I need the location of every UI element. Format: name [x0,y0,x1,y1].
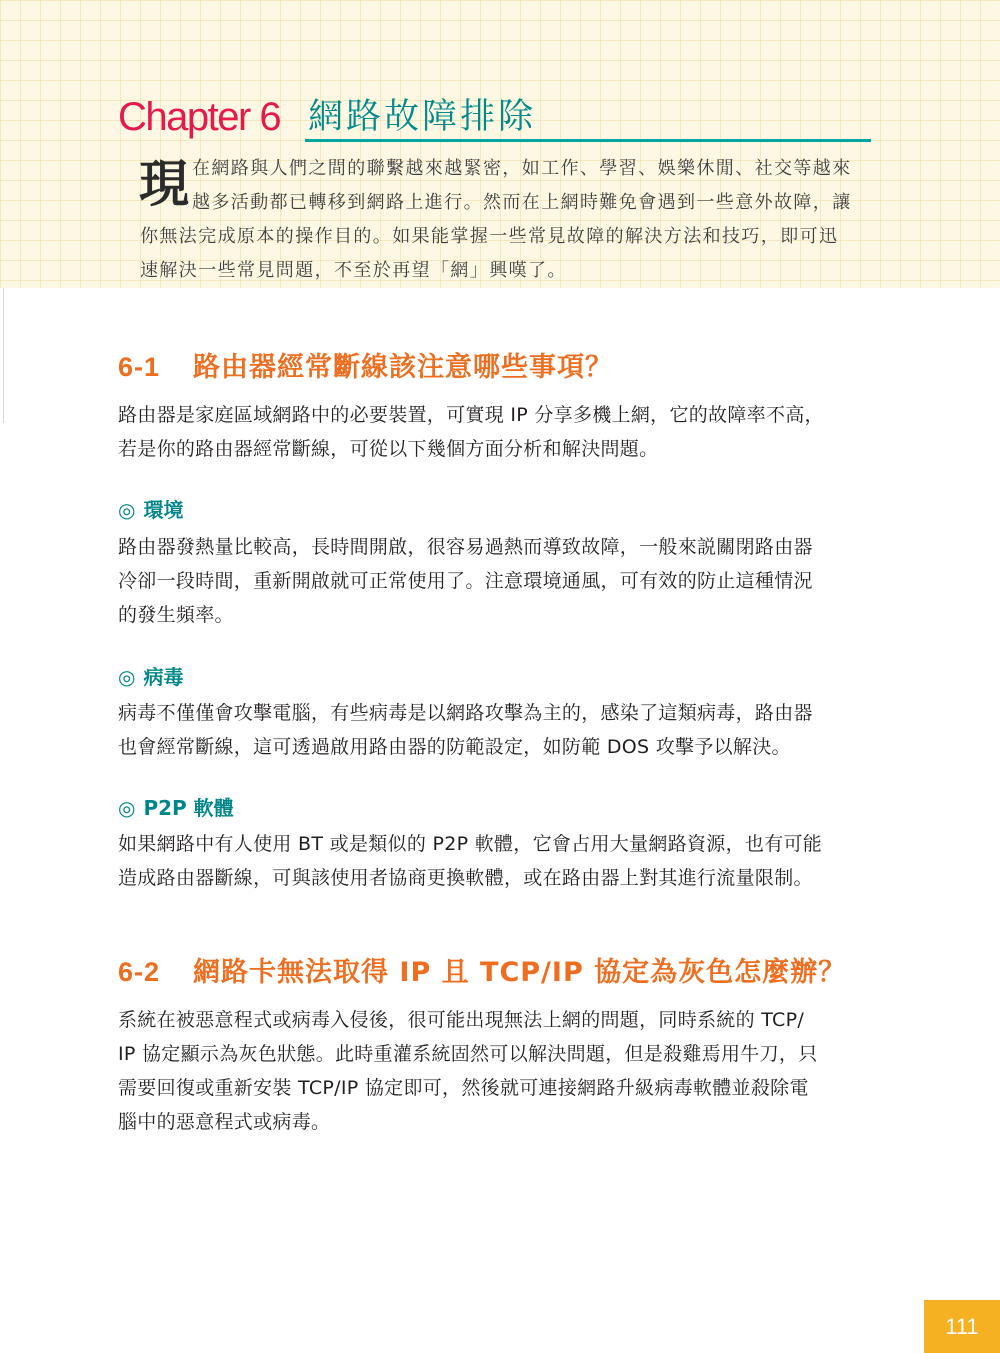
paragraph-line: 病毒不僅僅會攻擊電腦，有些病毒是以網路攻擊為主的，感染了這類病毒，路由器 [118,702,813,724]
subsection-title: 病毒 [143,665,184,689]
chapter-title-underline [305,139,871,142]
subsection-heading-environment [118,495,183,525]
section-title: 網路卡無法取得 IP 且 TCP/IP 協定為灰色怎麼辦？ [193,957,847,988]
section-6-1-intro [118,398,878,466]
paragraph-line: 腦中的惡意程式或病毒。 [118,1111,331,1133]
subsection-title: 環境 [143,498,184,522]
paragraph-line: 冷卻一段時間，重新開啟就可正常使用了。注意環境通風，可有效的防止這種情況 [118,570,813,592]
subsection-heading-virus [118,662,183,692]
section-6-2-body [118,1003,878,1139]
section-number: 6-2 [118,957,161,987]
paragraph-line: 也會經常斷線，這可透過啟用路由器的防範設定，如防範 DOS 攻擊予以解決。 [118,736,791,758]
subsection-environment-body [118,530,878,632]
intro-line: 你無法完成原本的操作目的。如果能掌握一些常見故障的解決方法和技巧，即可迅 [140,226,839,247]
subsection-title: P2P 軟體 [143,796,234,820]
subsection-p2p-body [118,827,878,895]
subsection-virus-body [118,696,878,764]
chapter-label: Chapter 6 [118,95,281,139]
section-heading-6-2 [118,952,846,993]
chapter-intro [140,152,852,288]
paragraph-line: 路由器是家庭區域網路中的必要裝置，可實現 IP 分享多機上網，它的故障率不高， [118,404,824,426]
paragraph-line: 的發生頻率。 [118,604,234,626]
paragraph-line: 路由器發熱量比較高，長時間開啟，很容易過熱而導致故障，一般來説關閉路由器 [118,536,813,558]
intro-line: 速解決一些常見問題，不至於再望「網」興嘆了。 [140,260,567,281]
paragraph-line: 造成路由器斷線，可與該使用者協商更換軟體，或在路由器上對其進行流量限制。 [118,867,813,889]
page-number-tab: 111 [924,1300,1000,1353]
intro-line: 越多活動都已轉移到網路上進行。然而在上網時難免會遇到一些意外故障，讓 [192,192,852,213]
paragraph-line: 如果網路中有人使用 BT 或是類似的 P2P 軟體，它會占用大量網路資源，也有可能 [118,833,823,855]
chapter-name: 網路故障排除 [308,97,537,137]
bullseye-icon: ◎ [118,498,136,522]
paragraph-line: 若是你的路由器經常斷線，可從以下幾個方面分析和解決問題。 [118,438,659,460]
section-title: 路由器經常斷線該注意哪些事項？ [193,352,613,383]
drop-cap: 現 [139,155,189,213]
bullseye-icon: ◎ [118,796,136,820]
section-number: 6-1 [118,352,161,382]
section-heading-6-1 [118,347,613,388]
paragraph-line: 需要回復或重新安裝 TCP/IP 協定即可，然後就可連接網路升級病毒軟體並殺除電 [118,1077,809,1099]
paragraph-line: 系統在被惡意程式或病毒入侵後，很可能出現無法上網的問題，同時系統的 TCP/ [118,1009,805,1031]
chapter-title [118,92,536,142]
paragraph-line: IP 協定顯示為灰色狀態。此時重灌系統固然可以解決問題，但是殺雞焉用牛刀，只 [118,1043,818,1065]
bullseye-icon: ◎ [118,665,136,689]
margin-rule [3,288,4,423]
intro-line: 在網路與人們之間的聯繫越來越緊密，如工作、學習、娛樂休閒、社交等越來 [192,158,852,179]
subsection-heading-p2p [118,793,234,823]
